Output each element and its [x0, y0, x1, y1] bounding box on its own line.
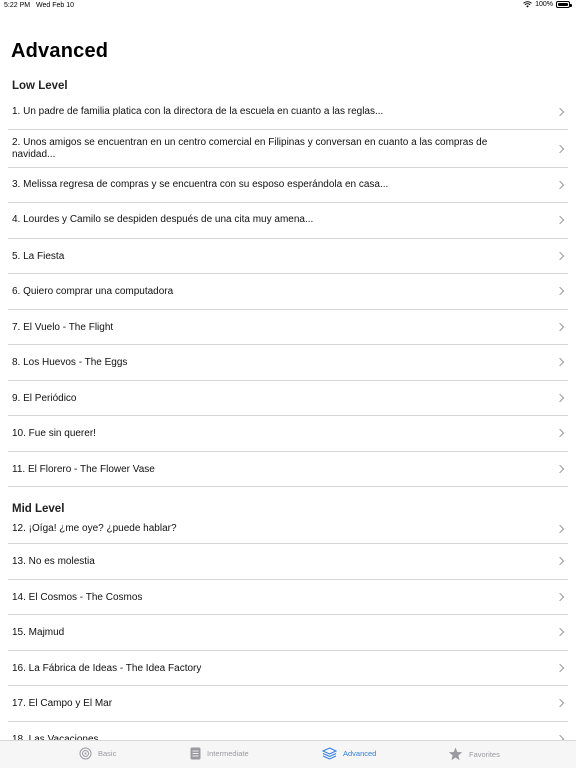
list-item-label: 13. No es molestia — [12, 556, 95, 567]
tab-basic[interactable] — [79, 747, 116, 760]
list-item[interactable] — [8, 381, 568, 416]
list-item[interactable] — [8, 94, 568, 130]
mid-level-list — [0, 517, 576, 757]
list-item-label: 12. ¡Oíga! ¿me oye? ¿puede hablar? — [12, 523, 177, 534]
status-date: Wed Feb 10 — [36, 2, 75, 9]
list-item[interactable] — [8, 686, 568, 722]
list-item[interactable] — [8, 310, 568, 345]
list-item-label: 16. La Fábrica de Ideas - The Idea Factory — [12, 663, 202, 674]
list-item-label: 3. Melissa regresa de compras y se encuentra con su esposo esperándola en casa... — [12, 179, 389, 190]
list-item[interactable] — [8, 168, 568, 203]
chevron-right-icon — [556, 145, 564, 153]
low-level-list — [0, 94, 576, 487]
list-item[interactable] — [8, 580, 568, 615]
tab-label-favorites: Favorites — [469, 749, 500, 759]
list-item-label: 8. Los Huevos - The Eggs — [12, 357, 128, 368]
list-item-label: 2. Unos amigos se encuentran en un centro comercial en Filipinas y conversan en cuanto a las compras de navidad... — [12, 137, 488, 160]
tab-label-advanced: Advanced — [343, 749, 377, 758]
tab-intermediate[interactable] — [190, 747, 249, 760]
chevron-right-icon — [556, 699, 564, 707]
target-icon — [79, 747, 92, 760]
list-item[interactable] — [8, 416, 568, 452]
battery-icon — [556, 1, 570, 8]
chevron-right-icon — [556, 557, 564, 565]
status-right-group — [523, 1, 570, 8]
battery-percent: 100% — [535, 1, 553, 8]
list-item[interactable] — [8, 452, 568, 487]
list-item-label: 1. Un padre de familia platica con la directora de la escuela en cuanto a las reglas... — [12, 106, 384, 117]
list-item[interactable] — [8, 651, 568, 686]
status-time: 5:22 PM — [4, 2, 31, 9]
chevron-right-icon — [556, 358, 564, 366]
tab-favorites[interactable] — [448, 747, 500, 761]
chevron-right-icon — [556, 252, 564, 260]
list-item-label: 17. El Campo y El Mar — [12, 698, 113, 709]
chevron-right-icon — [556, 394, 564, 402]
page-title: Advanced — [11, 40, 109, 62]
list-item-label: 6. Quiero comprar una computadora — [12, 286, 174, 297]
list-item-label: 10. Fue sin querer! — [12, 428, 96, 439]
list-item[interactable] — [8, 517, 568, 544]
list-item[interactable] — [8, 345, 568, 381]
section-header-low-level: Low Level — [12, 80, 68, 92]
chevron-right-icon — [556, 108, 564, 116]
list-item-label: 4. Lourdes y Camilo se despiden después de una cita muy amena... — [12, 214, 314, 225]
chevron-right-icon — [556, 465, 564, 473]
list-item[interactable] — [8, 239, 568, 274]
chevron-right-icon — [556, 181, 564, 189]
tab-label-intermediate: Intermediate — [207, 749, 249, 758]
chevron-right-icon — [556, 216, 564, 224]
chevron-right-icon — [556, 593, 564, 601]
list-item[interactable] — [8, 203, 568, 239]
chevron-right-icon — [556, 628, 564, 636]
list-item-label: 11. El Florero - The Flower Vase — [12, 464, 155, 475]
list-item[interactable] — [8, 274, 568, 310]
list-item-label: 14. El Cosmos - The Cosmos — [12, 592, 143, 603]
list-item[interactable] — [8, 130, 568, 168]
list-item-label: 15. Majmud — [12, 627, 65, 638]
list-item-label: 9. El Periódico — [12, 393, 77, 404]
chevron-right-icon — [556, 429, 564, 437]
list-item-label: 5. La Fiesta — [12, 251, 65, 262]
tab-label-basic: Basic — [98, 749, 117, 758]
wifi-icon — [523, 1, 532, 8]
tab-advanced[interactable] — [322, 747, 376, 760]
stack-icon — [322, 747, 337, 760]
star-icon — [448, 747, 463, 761]
chevron-right-icon — [556, 664, 564, 672]
list-item[interactable] — [8, 615, 568, 651]
chevron-right-icon — [556, 525, 564, 533]
document-icon — [190, 747, 201, 760]
list-item-label: 7. El Vuelo - The Flight — [12, 322, 114, 333]
list-item[interactable] — [8, 544, 568, 580]
section-header-mid-level: Mid Level — [12, 503, 65, 515]
chevron-right-icon — [556, 287, 564, 295]
chevron-right-icon — [556, 323, 564, 331]
tab-bar — [0, 740, 576, 768]
status-bar — [0, 0, 576, 12]
